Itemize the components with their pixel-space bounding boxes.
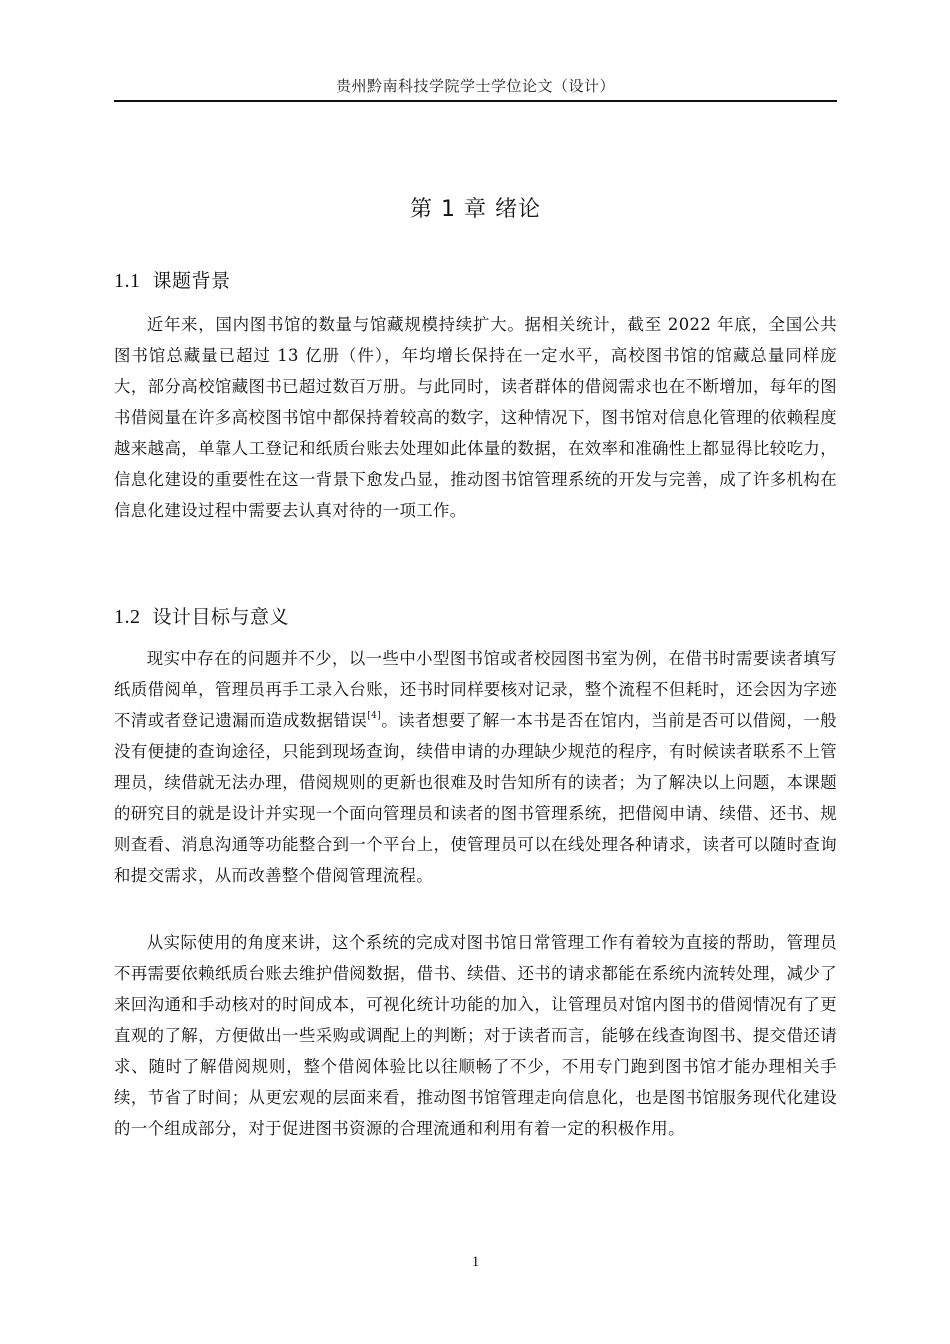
section-heading-1-2: [114, 602, 289, 629]
chapter-title: 第 1 章 绪论: [410, 197, 541, 222]
running-header: 贵州黔南科技学院学士学位论文（设计）: [335, 77, 615, 95]
section-number: 1.1: [114, 270, 141, 292]
section-title-text: 设计目标与意义: [152, 606, 290, 628]
paragraph-significance: 从实际使用的角度来讲，这个系统的完成对图书馆日常管理工作有着较为直接的帮助，管理员不再需要依赖纸质台账去维护借阅数据，借书、续借、还书的请求都能在系统内流转处理，减少了来回沟通和手动核对的时间成本，可视化统计功能的加入，让管理员对馆内图书的借阅情况有了更直观的了解，方便做出一些采购或调配上的判断；对于读者而言，能够在线查询图书、提交借还请求、随时了解借阅规则，整个借阅体验比以往顺畅了不少，不用专门跑到图书馆才能办理相关手续，节省了时间；从更宏观的层面来看，推动图书馆管理走向信息化，也是图书馆服务现代化建设的一个组成部分，对于促进图书资源的合理流通和利用有着一定的积极作用。: [114, 933, 837, 1138]
paragraph-text: 现实中存在的问题并不少，以一些中小型图书馆或者校园图书室为例，在借书时需要读者填写纸质借阅单，管理员再手工录入台账，还书时同样要核对记录，整个流程不但耗时，还会因为字迹不清或者登记遗漏而造成数据错误: [114, 649, 837, 730]
citation-reference[interactable]: [4]: [367, 711, 382, 721]
paragraph-problems-goals: [114, 643, 837, 891]
header-rule: [114, 100, 837, 102]
paragraph-background: 近年来，国内图书馆的数量与馆藏规模持续扩大。据相关统计，截至 2022 年底，全国公共图书馆总藏量已超过 13 亿册（件），年均增长保持在一定水平，高校图书馆的馆藏总量同样庞大，部分高校馆藏图书已超过数百万册。与此同时，读者群体的借阅需求也在不断增加，每年的图书借阅量在许多高校图书馆中都保持着较高的数字，这种情况下，图书馆对信息化管理的依赖程度越来越高，单靠人工登记和纸质台账去处理如此体量的数据，在效率和准确性上都显得比较吃力，信息化建设的重要性在这一背景下愈发凸显，推动图书馆管理系统的开发与完善，成了许多机构在信息化建设过程中需要去认真对待的一项工作。: [114, 315, 837, 520]
page-number: 1: [471, 1254, 480, 1270]
section-title-text: 课题背景: [152, 270, 231, 292]
section-number: 1.2: [114, 606, 141, 628]
paragraph-text: 。读者想要了解一本书是否在馆内，当前是否可以借阅，一般没有便捷的查询途径，只能到现场查询，续借申请的办理缺少规范的程序，有时候读者联系不上管理员，续借就无法办理，借阅规则的更新也很难及时告知所有的读者；为了解决以上问题，本课题的研究目的就是设计并实现一个面向管理员和读者的图书管理系统，把借阅申请、续借、还书、规则查看、消息沟通等功能整合到一个平台上，使管理员可以在线处理各种请求，读者可以随时查询和提交需求，从而改善整个借阅管理流程。: [114, 711, 837, 885]
section-heading-1-1: [114, 266, 231, 293]
